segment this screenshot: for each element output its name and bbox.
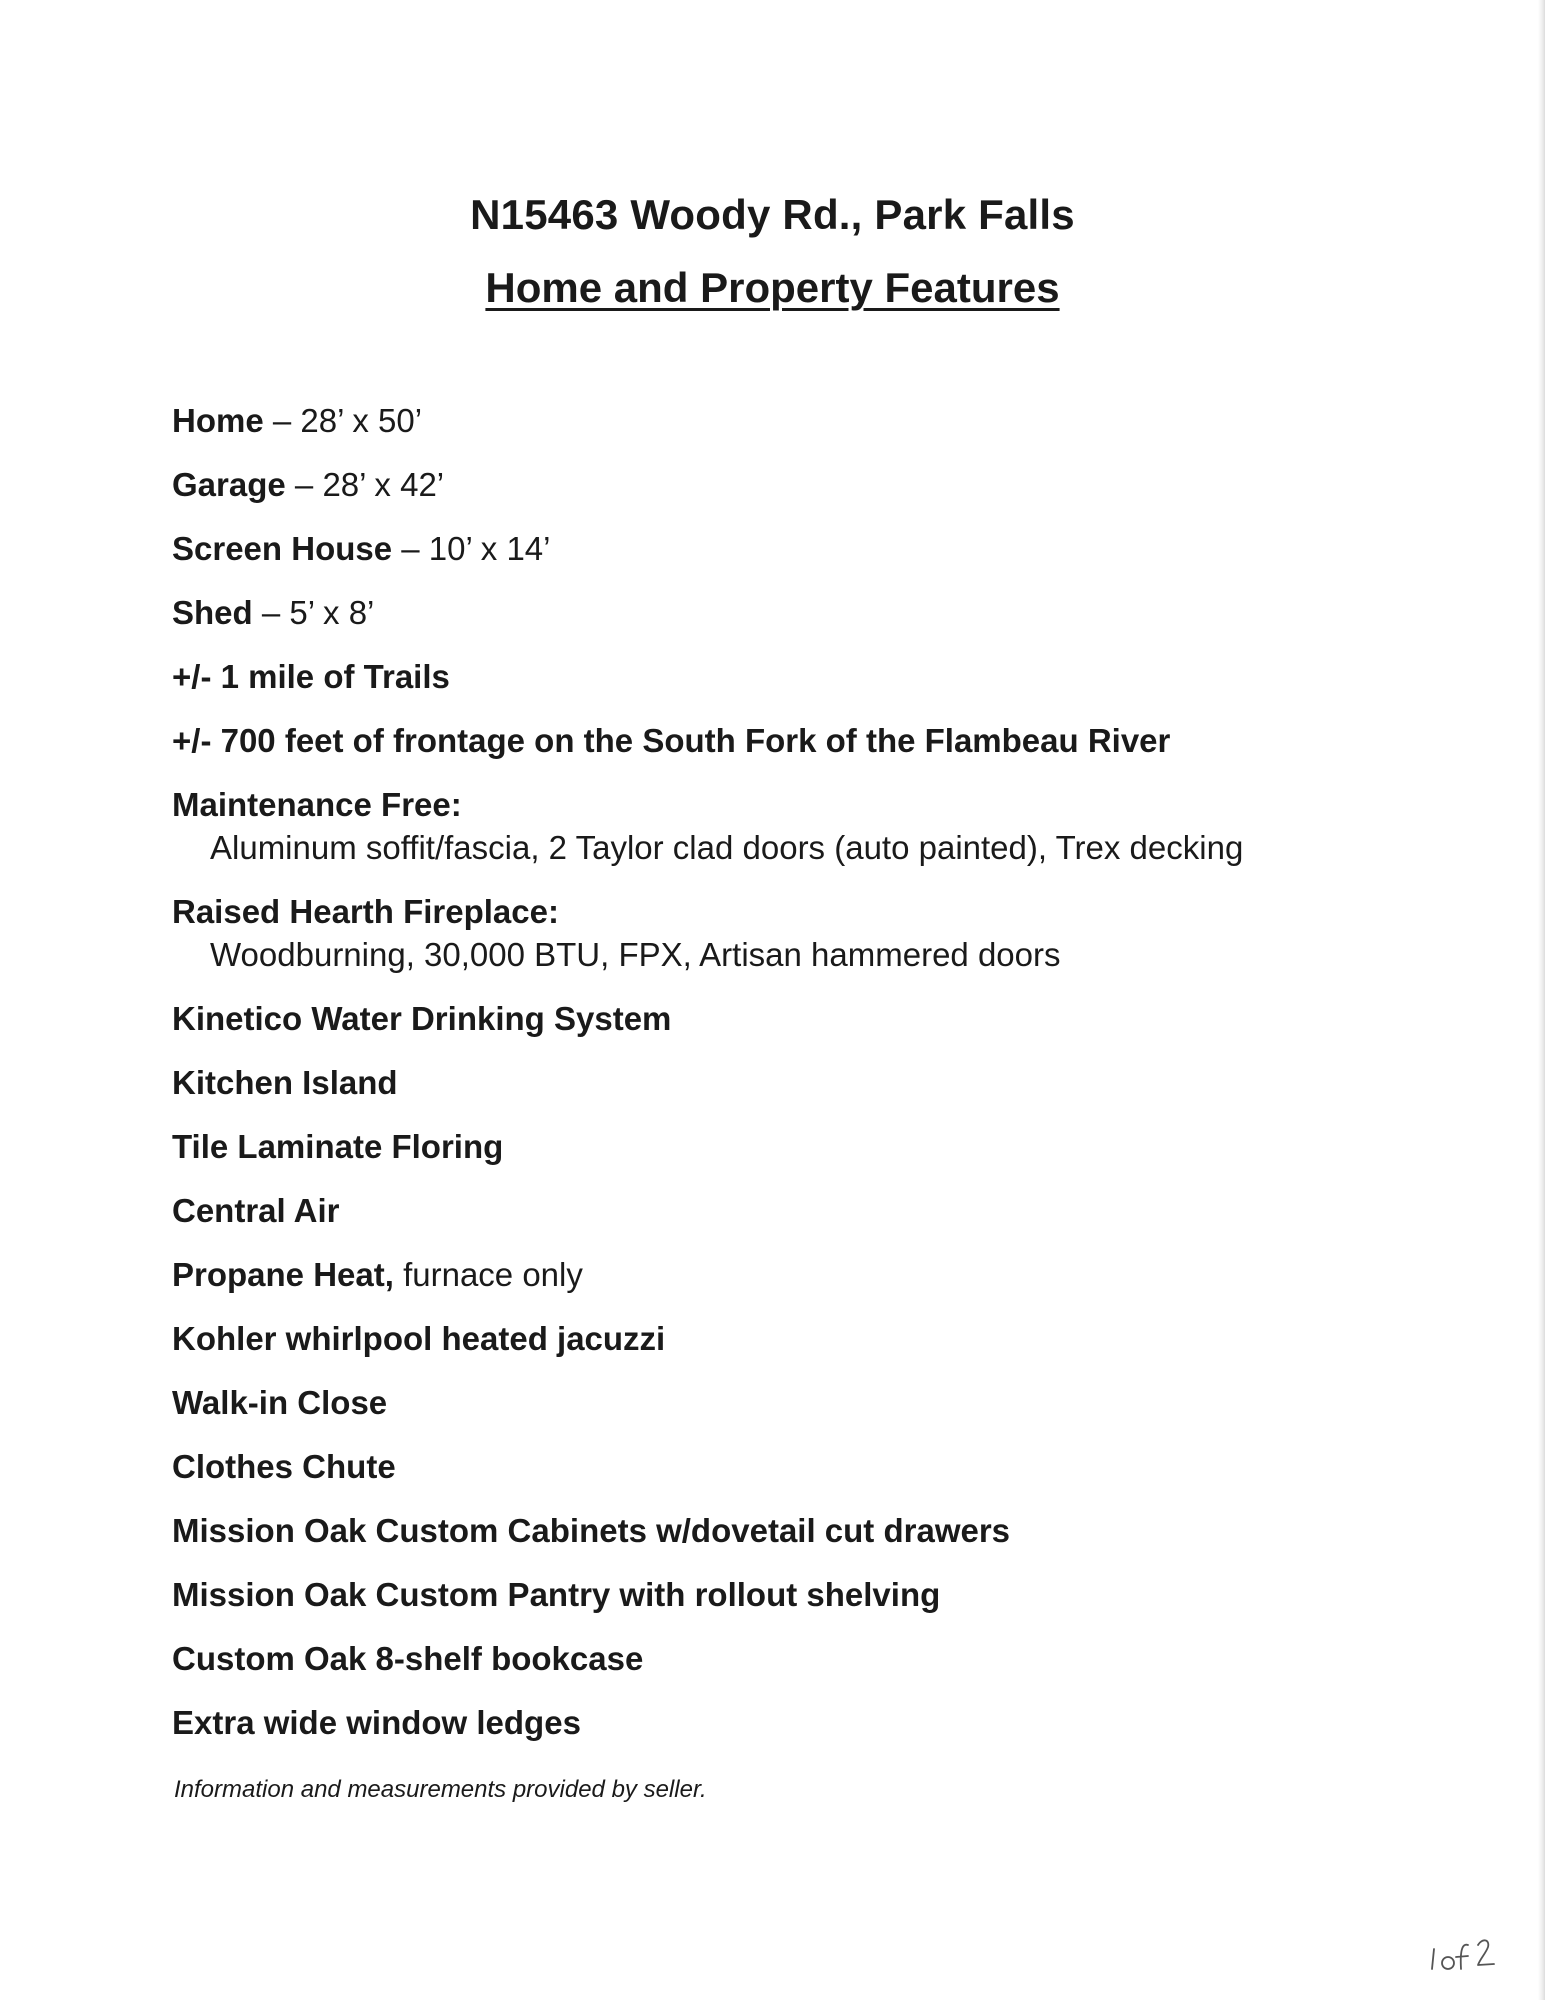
feature-item: [172, 1510, 1422, 1552]
feature-item: [172, 891, 1422, 976]
seller-disclaimer-note: Information and measurements provided by seller.: [174, 1776, 707, 1803]
feature-separator: [394, 1256, 403, 1293]
feature-item: [172, 1062, 1422, 1104]
feature-label: Central Air: [172, 1192, 340, 1229]
feature-item: [172, 1638, 1422, 1680]
feature-label: Screen House: [172, 530, 393, 567]
feature-item: [172, 998, 1422, 1040]
feature-label: Mission Oak Custom Cabinets w/dovetail cut drawers: [172, 1512, 1011, 1549]
feature-label: Garage: [172, 466, 286, 503]
feature-label: Walk-in Close: [172, 1384, 388, 1421]
feature-item: [172, 784, 1422, 869]
feature-item: [172, 1254, 1422, 1296]
feature-detail: Woodburning, 30,000 BTU, FPX, Artisan hammered doors: [210, 936, 1061, 973]
feature-item: [172, 1126, 1422, 1168]
feature-separator: –: [252, 594, 290, 631]
feature-item: [172, 528, 1422, 570]
feature-item: [172, 1702, 1422, 1744]
feature-label: Kohler whirlpool heated jacuzzi: [172, 1320, 666, 1357]
feature-label: Clothes Chute: [172, 1448, 396, 1485]
feature-label: Maintenance Free:: [172, 786, 462, 823]
document-subtitle: Home and Property Features: [485, 264, 1060, 311]
feature-detail: furnace only: [403, 1256, 583, 1293]
feature-separator: –: [392, 530, 429, 567]
feature-list: [172, 400, 1422, 1766]
feature-detail: 28’ x 50’: [300, 402, 423, 439]
feature-detail: 10’ x 14’: [428, 530, 551, 567]
feature-label: Home: [172, 402, 264, 439]
feature-label: Tile Laminate Floring: [172, 1128, 504, 1165]
feature-item: [172, 1318, 1422, 1360]
feature-label: Shed: [172, 594, 253, 631]
feature-separator: –: [263, 402, 301, 439]
document-title: N15463 Woody Rd., Park Falls: [470, 191, 1075, 238]
handwritten-page-number: [1428, 1935, 1508, 1975]
feature-label: Kitchen Island: [172, 1064, 398, 1101]
feature-item: [172, 720, 1422, 762]
feature-detail: 28’ x 42’: [322, 466, 445, 503]
feature-item: [172, 464, 1422, 506]
feature-item: [172, 1190, 1422, 1232]
feature-item: [172, 592, 1422, 634]
feature-label: +/- 1 mile of Trails: [172, 658, 450, 695]
feature-separator: –: [285, 466, 323, 503]
feature-item: [172, 1574, 1422, 1616]
feature-label: Raised Hearth Fireplace:: [172, 893, 559, 930]
feature-item: [172, 1446, 1422, 1488]
feature-label: Kinetico Water Drinking System: [172, 1000, 672, 1037]
feature-detail: Aluminum soffit/fascia, 2 Taylor clad doors (auto painted), Trex decking: [210, 829, 1244, 866]
document-header: [0, 180, 1545, 318]
feature-detail: 5’ x 8’: [289, 594, 375, 631]
feature-item: [172, 656, 1422, 698]
feature-label: +/- 700 feet of frontage on the South Fork of the Flambeau River: [172, 722, 1171, 759]
feature-label: Custom Oak 8-shelf bookcase: [172, 1640, 644, 1677]
feature-item: [172, 1382, 1422, 1424]
feature-label: Extra wide window ledges: [172, 1704, 581, 1741]
feature-item: [172, 400, 1422, 442]
feature-label: Mission Oak Custom Pantry with rollout shelving: [172, 1576, 941, 1613]
feature-label: Propane Heat,: [172, 1256, 394, 1293]
